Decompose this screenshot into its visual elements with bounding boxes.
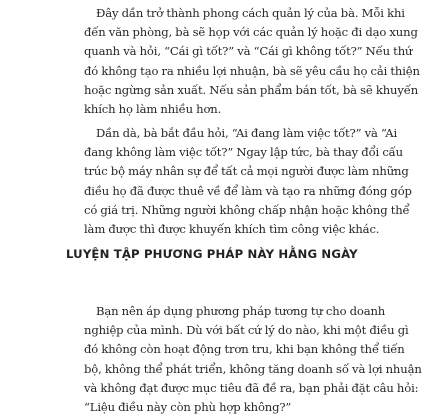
text-line: bộ, không thể phát triển, không tăng doanh số và lợi nhuận <box>84 361 422 376</box>
text-line: có giá trị. Những người không chấp nhận hoặc không thể <box>84 202 410 217</box>
text-line: hoặc ngừng sản xuất. Nếu sản phẩm bán tốt, bà sẽ khuyến <box>84 82 419 97</box>
text-line: Đây dần trở thành phong cách quản lý của bà. Mỗi khi <box>96 6 405 20</box>
text-line: điều họ đã được thuê về để làm và tạo ra những đóng góp <box>84 183 412 198</box>
text-line: đang không làm việc tốt?” Ngay lập tức, bà thay đổi cấu <box>84 145 403 160</box>
text-line: Bạn nên áp dụng phương pháp tương tự cho doanh <box>96 304 386 318</box>
text-line: trúc bộ máy nhân sự để tất cả mọi người được làm những <box>84 164 409 179</box>
text-line: đó không tạo ra nhiều lợi nhuận, bà sẽ yêu cầu họ cải thiện <box>84 63 420 78</box>
paragraph-apply-method <box>84 302 422 417</box>
text-line: “Liệu điều này còn phù hợp không?” <box>84 399 292 414</box>
paragraph-management-style <box>84 4 420 119</box>
text-line: quanh và hỏi, “Cái gì tốt?” và “Cái gì không tốt?” Nếu thứ <box>84 44 413 59</box>
text-line: đến văn phòng, bà sẽ họp với các quản lý hoặc đi dạo xung <box>84 25 418 40</box>
paragraph-who-works-well <box>84 124 412 239</box>
section-heading: LUYỆN TẬP PHƯƠNG PHÁP NÀY HẰNG NGÀY <box>66 247 358 261</box>
text-line: đó không còn hoạt động trơn tru, khi bạn không thể tiến <box>84 342 405 357</box>
text-line: khích họ làm nhiều hơn. <box>84 101 222 116</box>
text-line: nghiệp của mình. Dù với bất cứ lý do nào, khi một điều gì <box>84 323 409 338</box>
text-line: và không đạt được mục tiêu đã đề ra, bạn phải đặt câu hỏi: <box>84 380 419 395</box>
text-line: Dần dà, bà bắt đầu hỏi, “Ai đang làm việc tốt?” và “Ai <box>96 126 398 140</box>
text-line: làm được thì được khuyến khích tìm công việc khác. <box>84 221 380 236</box>
